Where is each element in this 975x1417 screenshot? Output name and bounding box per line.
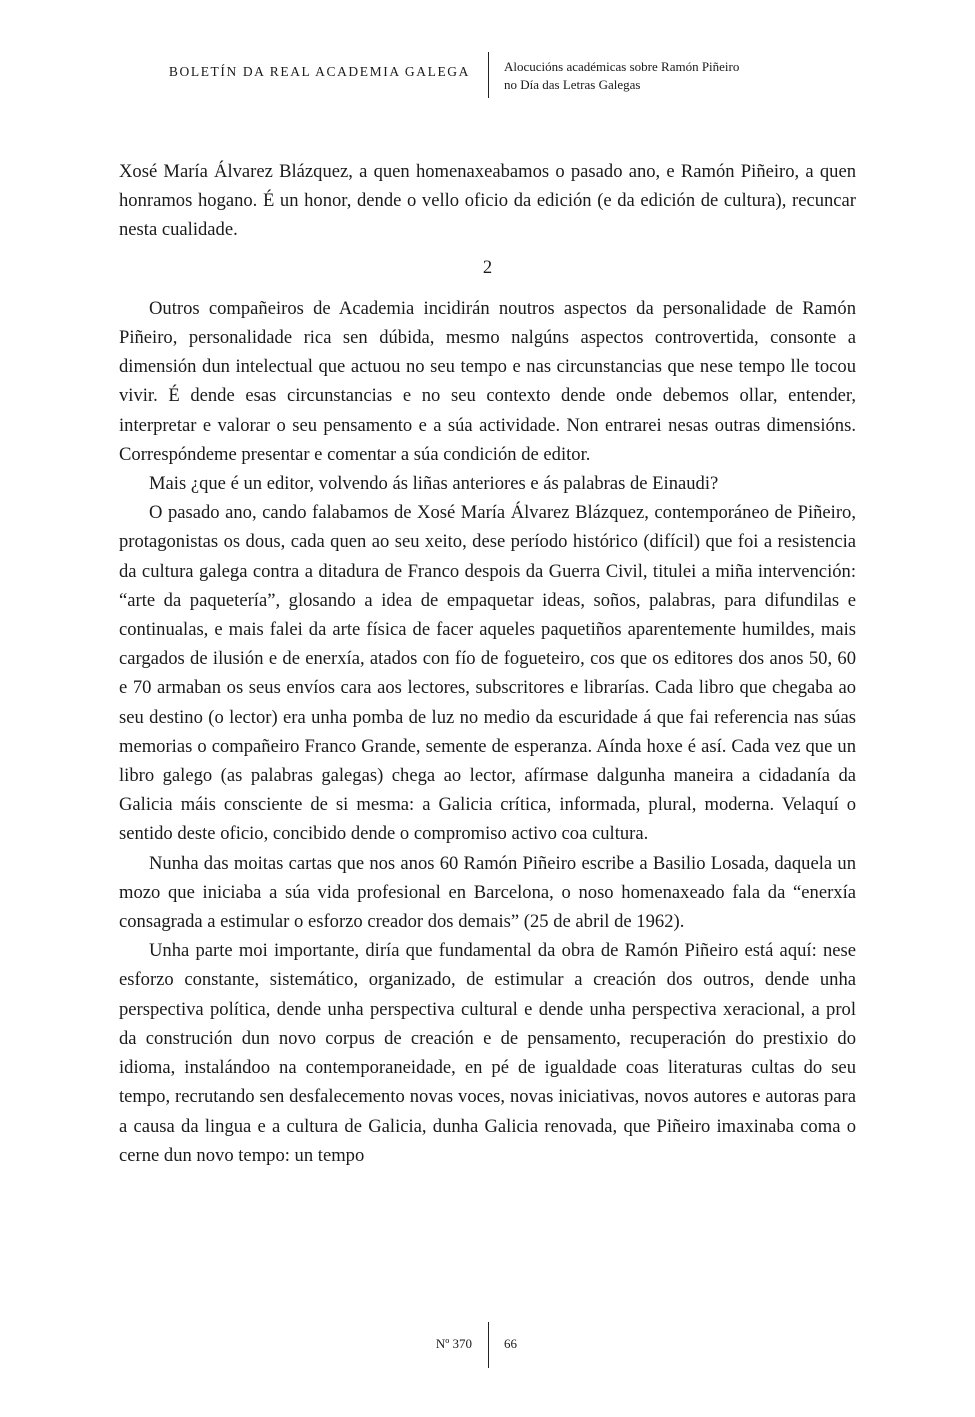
body-text	[119, 157, 856, 1170]
header-divider	[488, 52, 489, 98]
paragraph-5: Nunha das moitas cartas que nos anos 60 Ramón Piñeiro escribe a Basilio Losada, daquela un mozo que iniciaba a súa vida profesional en Barcelona, o noso homenaxeado fala da “enerxía consagrada a estimular o esforzo creador dos demais” (25 de abril de 1962).	[119, 852, 856, 933]
footer-divider	[488, 1322, 489, 1368]
paragraph-4: O pasado ano, cando falabamos de Xosé María Álvarez Blázquez, contemporáneo de Piñeiro, protagonistas os dous, cada quen ao seu xeito, dese período histórico (difícil) que foi a resistencia da cultura galega contra a ditadura de Franco despois da Guerra Civil, titulei a miña intervención: “arte da paquetería”, glosando a idea de empaquetar ideas, soños, palabras, para difundilas e continualas, e mais falei da arte física de facer aqueles paquetiños aparentemente humildes, mais cargados de ilusión e de enerxía, atados con fío de fogueteiro, cos que os editores dos anos 50, 60 e 70 armaban os seus envíos cara aos lectores, subscritores e librarías. Cada libro que chegaba ao seu destino (o lector) era unha pomba de luz no medio da escuridade á que fai referencia nas súas memorias o compañeiro Franco Grande, semente de esperanza. Aínda hoxe é así. Cada vez que un libro galego (as palabras galegas) chega ao lector, afírmase dalgunha maneira a cidadanía da Galicia máis consciente de si mesma: a Galicia crítica, informada, plural, moderna. Velaquí o sentido deste oficio, concibido dende o compromiso activo coa cultura.	[119, 502, 856, 845]
paragraph-6: Unha parte moi importante, diría que fundamental da obra de Ramón Piñeiro está aquí: nese esforzo constante, sistemático, organizado, de estimular a creación dos outros, dende unha perspectiva política, dende unha perspectiva cultural e dende unha perspectiva xeracional, a prol da construción dun novo corpus de creación e de pensamento, recuperación do prestixio do idioma, instalándoo na contemporaneidade, en pé de igualdade coas literaturas cultas do seu tempo, recrutando sen desfalecemento novas voces, novas iniciativas, novos autores e autoras para a causa da lingua e a cultura de Galicia, dunha Galicia renovada, que Piñeiro imaxinaba coma o cerne dun novo tempo: un tempo	[119, 940, 856, 1166]
journal-title: BOLETÍN DA REAL ACADEMIA GALEGA	[168, 64, 470, 79]
page-number: 66	[504, 1336, 517, 1351]
issue-number: Nº 370	[435, 1336, 472, 1351]
section-number: 2	[482, 256, 493, 278]
section-title	[504, 58, 739, 94]
section-title-line-1: Alocucións académicas sobre Ramón Piñeiro	[504, 59, 740, 74]
paragraph-3: Mais ¿que é un editor, volvendo ás liñas anteriores e ás palabras de Einaudi?	[149, 473, 719, 495]
section-title-line-2: no Día das Letras Galegas	[504, 77, 641, 92]
paragraph-1: Xosé María Álvarez Blázquez, a quen homenaxeabamos o pasado ano, e Ramón Piñeiro, a quen honramos hogano. É un honor, dende o vello oficio da edición (e da edición de cultura), recuncar nesta cualidade.	[119, 161, 856, 241]
paragraph-2: Outros compañeiros de Academia incidirán noutros aspectos da personalidade de Ramón Piñeiro, personalidade rica sen dúbida, mesmo nalgúns aspectos controvertida, consonte a dimensión dun intelectual que actuou no seu tempo e nas circunstancias que nese tempo lle tocou vivir. É dende esas circunstancias e no seu contexto dende onde debemos ollar, entender, interpretar e valorar o seu pensamento e a súa actividade. Non entrarei nesas outras dimensións. Correspóndeme presentar e comentar a súa condición de editor.	[119, 297, 856, 465]
